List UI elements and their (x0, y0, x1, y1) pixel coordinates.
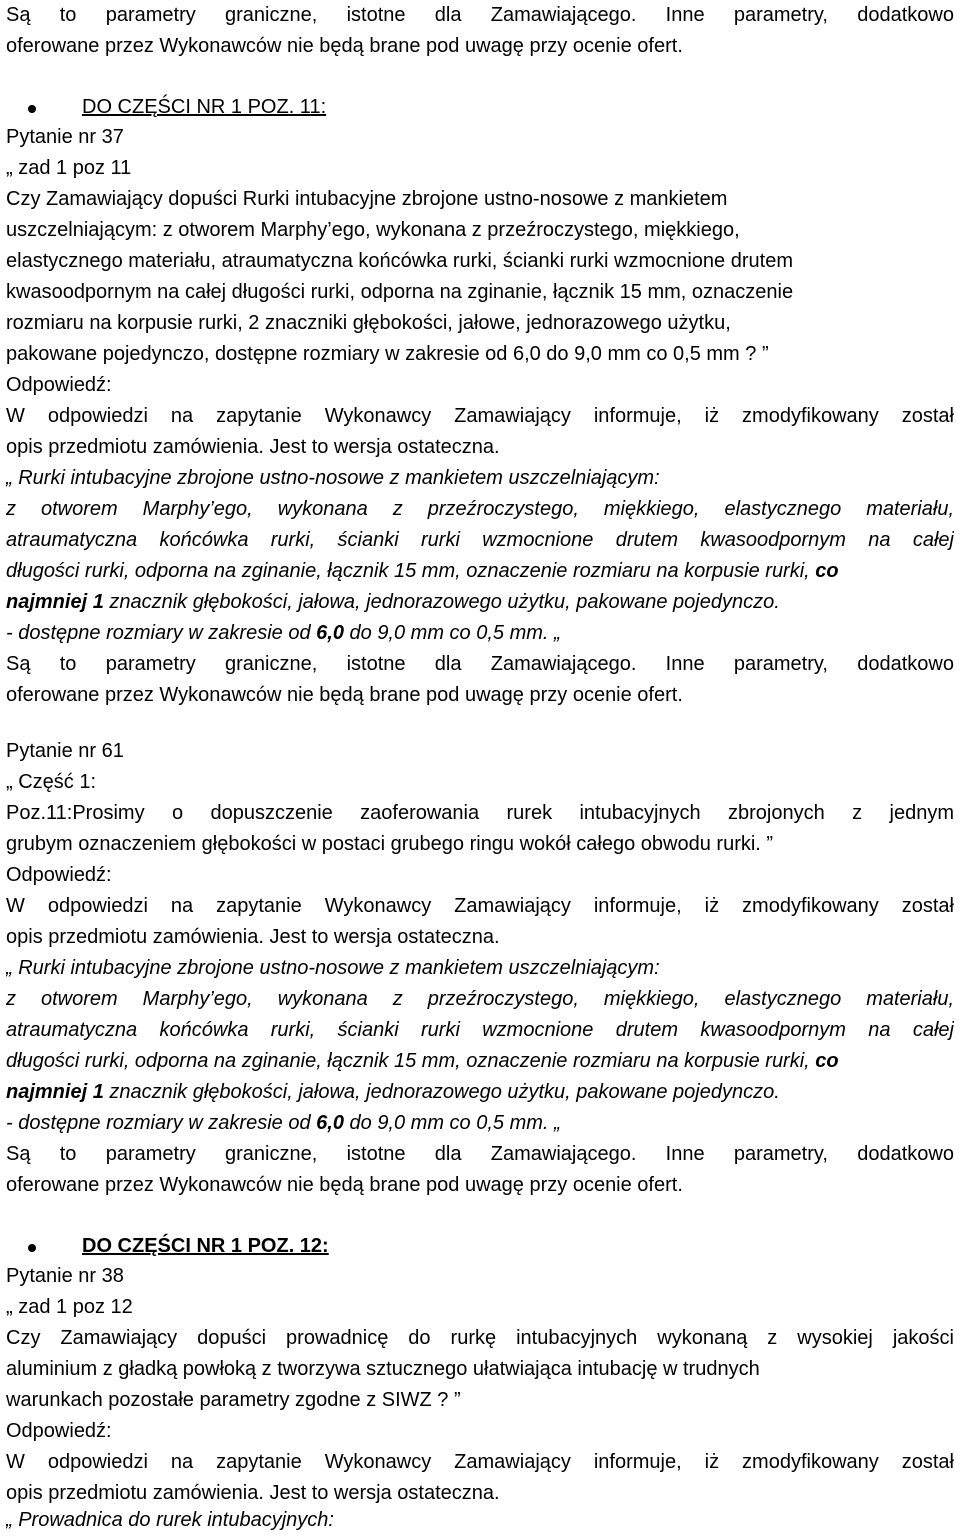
spec-line (6, 1077, 954, 1108)
question-line: warunkach pozostałe parametry zgodne z SIWZ ? ” (6, 1389, 461, 1411)
spec-text: znacznik głębokości, jałowa, jednorazowego użytku, pakowane pojedynczo. (103, 591, 780, 613)
paragraph-line: Są to parametry graniczne, istotne dla Zamawiającego. Inne parametry, dodatkowo (6, 4, 954, 26)
answer-line: opis przedmiotu zamówienia. Jest to wersja ostateczna. (6, 1482, 500, 1504)
spec-line: atraumatyczna końcówka rurki, ścianki rurki wzmocnione drutem kwasoodpornym na całej (6, 1019, 954, 1041)
spec-text: długości rurki, odporna na zginanie, łącznik 15 mm, oznaczenie rozmiaru na korpusie rurki, (6, 560, 816, 582)
answer-line: opis przedmiotu zamówienia. Jest to wersja ostateczna. (6, 436, 500, 458)
spec-line: „ Rurki intubacyjne zbrojone ustno-nosowe z mankietem uszczelniającym: (6, 957, 660, 979)
question-line: Czy Zamawiający dopuści Rurki intubacyjne zbrojone ustno-nosowe z mankietem (6, 188, 728, 210)
question-ref: „ zad 1 poz 11 (6, 157, 132, 179)
question-line: pakowane pojedynczo, dostępne rozmiary w zakresie od 6,0 do 9,0 mm co 0,5 mm ? ” (6, 343, 769, 365)
answer-label: Odpowiedź: (6, 864, 112, 886)
question-line: kwasoodpornym na całej długości rurki, odporna na zginanie, łącznik 15 mm, oznaczenie (6, 281, 794, 303)
spec-bold: 6,0 (316, 1112, 344, 1134)
spec-text: do 9,0 mm co 0,5 mm. „ (343, 1112, 561, 1134)
question-title: Pytanie nr 38 (6, 1265, 124, 1287)
paragraph-line: Są to parametry graniczne, istotne dla Zamawiającego. Inne parametry, dodatkowo (6, 653, 954, 675)
spec-line (6, 587, 954, 618)
question-line: Poz.11:Prosimy o dopuszczenie zaoferowania rurek intubacyjnych zbrojonych z jednym (6, 802, 954, 824)
spec-line: „ Prowadnica do rurek intubacyjnych: (6, 1509, 334, 1531)
spec-line: z otworem Marphy’ego, wykonana z przeźroczystego, miękkiego, elastycznego materiału, (6, 988, 954, 1010)
answer-line: W odpowiedzi na zapytanie Wykonawcy Zamawiający informuje, iż zmodyfikowany został (6, 1451, 954, 1473)
question-line: grubym oznaczeniem głębokości w postaci grubego ringu wokół całego obwodu rurki. ” (6, 833, 774, 855)
spec-text: znacznik głębokości, jałowa, jednorazowego użytku, pakowane pojedynczo. (103, 1081, 780, 1103)
paragraph-line: oferowane przez Wykonawców nie będą brane pod uwagę przy ocenie ofert. (6, 35, 683, 57)
spec-line (6, 1046, 954, 1077)
spec-bold: najmniej 1 (6, 1081, 104, 1103)
spec-bold: co (815, 560, 839, 582)
bullet-icon (28, 1244, 36, 1252)
section-heading (6, 92, 954, 123)
answer-line: W odpowiedzi na zapytanie Wykonawcy Zamawiający informuje, iż zmodyfikowany został (6, 895, 954, 917)
spec-text: do 9,0 mm co 0,5 mm. „ (343, 622, 561, 644)
bullet-icon (28, 105, 36, 113)
spec-line: „ Rurki intubacyjne zbrojone ustno-nosowe z mankietem uszczelniającym: (6, 467, 660, 489)
section-heading-text: DO CZĘŚCI NR 1 POZ. 11: (82, 96, 327, 118)
section-heading (6, 1231, 954, 1262)
question-title: Pytanie nr 61 (6, 740, 124, 762)
answer-label: Odpowiedź: (6, 1420, 112, 1442)
question-line: rozmiaru na korpusie rurki, 2 znaczniki głębokości, jałowe, jednorazowego użytku, (6, 312, 731, 334)
paragraph-line: oferowane przez Wykonawców nie będą brane pod uwagę przy ocenie ofert. (6, 684, 683, 706)
paragraph-line: Są to parametry graniczne, istotne dla Zamawiającego. Inne parametry, dodatkowo (6, 1143, 954, 1165)
spec-line: atraumatyczna końcówka rurki, ścianki rurki wzmocnione drutem kwasoodpornym na całej (6, 529, 954, 551)
section-heading-text: DO CZĘŚCI NR 1 POZ. 12: (82, 1235, 329, 1257)
answer-line: opis przedmiotu zamówienia. Jest to wersja ostateczna. (6, 926, 500, 948)
spec-text: - dostępne rozmiary w zakresie od (6, 1112, 317, 1134)
question-line: elastycznego materiału, atraumatyczna końcówka rurki, ścianki rurki wzmocnione drutem (6, 250, 793, 272)
spec-text: długości rurki, odporna na zginanie, łącznik 15 mm, oznaczenie rozmiaru na korpusie rurki, (6, 1050, 816, 1072)
answer-line: W odpowiedzi na zapytanie Wykonawcy Zamawiający informuje, iż zmodyfikowany został (6, 405, 954, 427)
question-line: Czy Zamawiający dopuści prowadnicę do rurkę intubacyjnych wykonaną z wysokiej jakości (6, 1327, 954, 1349)
question-line: uszczelniającym: z otworem Marphy’ego, wykonana z przeźroczystego, miękkiego, (6, 219, 740, 241)
spec-line: z otworem Marphy’ego, wykonana z przeźroczystego, miękkiego, elastycznego materiału, (6, 498, 954, 520)
question-ref: „ zad 1 poz 12 (6, 1296, 133, 1318)
spec-bold: najmniej 1 (6, 591, 104, 613)
spec-line (6, 1108, 954, 1139)
question-title: Pytanie nr 37 (6, 126, 124, 148)
spec-line (6, 618, 954, 649)
spec-bold: co (815, 1050, 839, 1072)
question-line: aluminium z gładką powłoką z tworzywa sztucznego ułatwiająca intubację w trudnych (6, 1358, 760, 1380)
answer-label: Odpowiedź: (6, 374, 112, 396)
spec-text: - dostępne rozmiary w zakresie od (6, 622, 317, 644)
paragraph-line: oferowane przez Wykonawców nie będą brane pod uwagę przy ocenie ofert. (6, 1174, 683, 1196)
question-ref: „ Część 1: (6, 771, 97, 793)
spec-line (6, 556, 954, 587)
spec-bold: 6,0 (316, 622, 344, 644)
